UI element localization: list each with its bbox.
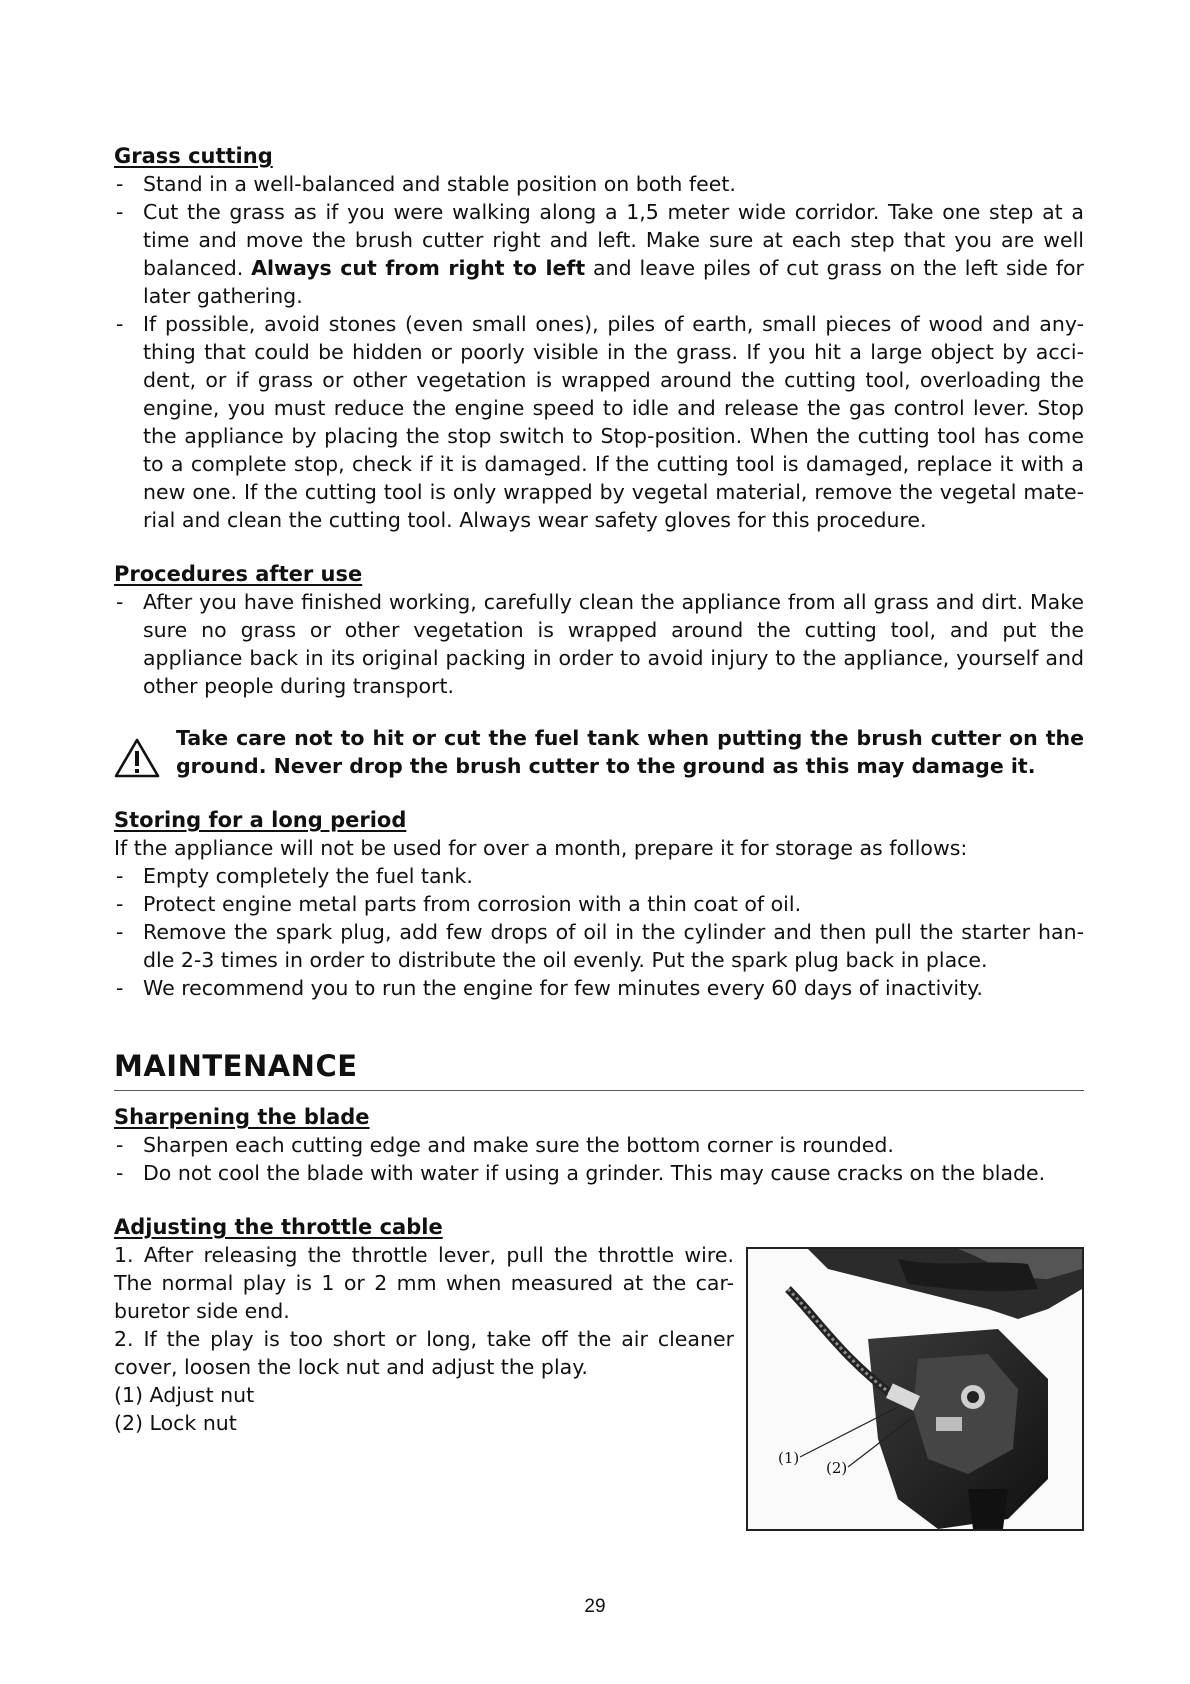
heading-grass-cutting: Grass cutting xyxy=(114,144,273,168)
heading-sharpening: Sharpening the blade xyxy=(114,1105,370,1129)
warning-triangle-icon xyxy=(114,724,176,782)
throttle-step-1: 1. After releasing the throttle lever, pull the throttle wire. The normal play is 1 or 2 mm when measured at the car-buretor side end. xyxy=(114,1243,734,1323)
carburetor-photo xyxy=(746,1247,1084,1531)
divider xyxy=(114,1090,1084,1091)
list-item xyxy=(114,198,1084,310)
page-content xyxy=(114,142,1084,1531)
list-item: - If possible, avoid stones (even small ones), piles of earth, small pieces of wood and any-thing that could be hidden or poorly visible in the grass. If you hit a large object by acci-dent, or if grass or other vegetation is wrapped around the cutting tool, overloading the engine, you must reduce the engine speed to idle and release the gas control lever. Stop the appliance by placing the stop switch to Stop-position. When the cutting tool has come to a complete stop, check if it is damaged. If the cutting tool is damaged, replace it with a new one. If the cutting tool is only wrapped by vegetal material, remove the vegetal mate-rial and clean the cutting tool. Always wear safety gloves for this procedure. xyxy=(114,310,1084,534)
throttle-legend-2: (2) Lock nut xyxy=(114,1411,237,1435)
maintenance-title: MAINTENANCE xyxy=(114,1049,358,1083)
section-maintenance xyxy=(114,1048,1084,1091)
heading-storing: Storing for a long period xyxy=(114,808,407,832)
section-grass-cutting xyxy=(114,142,1084,534)
emphasis-text: Always cut from right to left xyxy=(251,256,586,280)
list-item: - After you have finished working, carefully clean the appliance from all grass and dirt. Make sure no grass or other vegetation is wrapped around the cutting tool, and put the appliance back in its original packing in order to avoid injury to the appliance, yourself and other people during transport. xyxy=(114,588,1084,700)
throttle-step-2: 2. If the play is too short or long, take off the air cleaner cover, loosen the lock nut and adjust the play. xyxy=(114,1327,734,1379)
throttle-instructions xyxy=(114,1241,734,1437)
list-item-text: and leave piles of cut grass on the left side for later gathering. xyxy=(143,256,1084,308)
page-number: 29 xyxy=(584,1596,606,1617)
list-item: - Do not cool the blade with water if using a grinder. This may cause cracks on the blade. xyxy=(114,1159,1084,1187)
section-procedures-after-use xyxy=(114,560,1084,700)
storing-intro: If the appliance will not be used for over a month, prepare it for storage as follows: xyxy=(114,836,968,860)
list-item-text: Cut the grass as if you were walking along a 1,5 meter wide corridor. Take one step at a time and move the brush cutter right and left. Make sure at each step that you are well balanced. xyxy=(143,200,1084,280)
list-item: - Remove the spark plug, add few drops of oil in the cylinder and then pull the starter han-dle 2-3 times in order to distribute the oil evenly. Put the spark plug back in place. xyxy=(114,918,1084,974)
photo-label-2: (2) xyxy=(826,1459,848,1477)
list-item: - Empty completely the fuel tank. xyxy=(114,862,1084,890)
procedures-list xyxy=(114,588,1084,700)
section-sharpening xyxy=(114,1103,1084,1187)
photo-label-1: (1) xyxy=(778,1449,800,1467)
list-item: - Sharpen each cutting edge and make sure the bottom corner is rounded. xyxy=(114,1131,1084,1159)
throttle-legend-1: (1) Adjust nut xyxy=(114,1383,255,1407)
throttle-content xyxy=(114,1241,1084,1531)
sharpening-list xyxy=(114,1131,1084,1187)
section-throttle xyxy=(114,1213,1084,1531)
list-item: - Stand in a well-balanced and stable position on both feet. xyxy=(114,170,1084,198)
list-item: - Protect engine metal parts from corrosion with a thin coat of oil. xyxy=(114,890,1084,918)
grass-cutting-list xyxy=(114,170,1084,534)
heading-procedures-after-use: Procedures after use xyxy=(114,562,363,586)
warning-notice xyxy=(114,724,1084,782)
storing-list xyxy=(114,862,1084,1002)
warning-text: Take care not to hit or cut the fuel tank when putting the brush cutter on the ground. Never drop the brush cutter to the ground as this may damage it. xyxy=(176,726,1084,778)
heading-throttle: Adjusting the throttle cable xyxy=(114,1215,443,1239)
section-storing xyxy=(114,806,1084,1002)
list-item: - We recommend you to run the engine for few minutes every 60 days of inactivity. xyxy=(114,974,1084,1002)
